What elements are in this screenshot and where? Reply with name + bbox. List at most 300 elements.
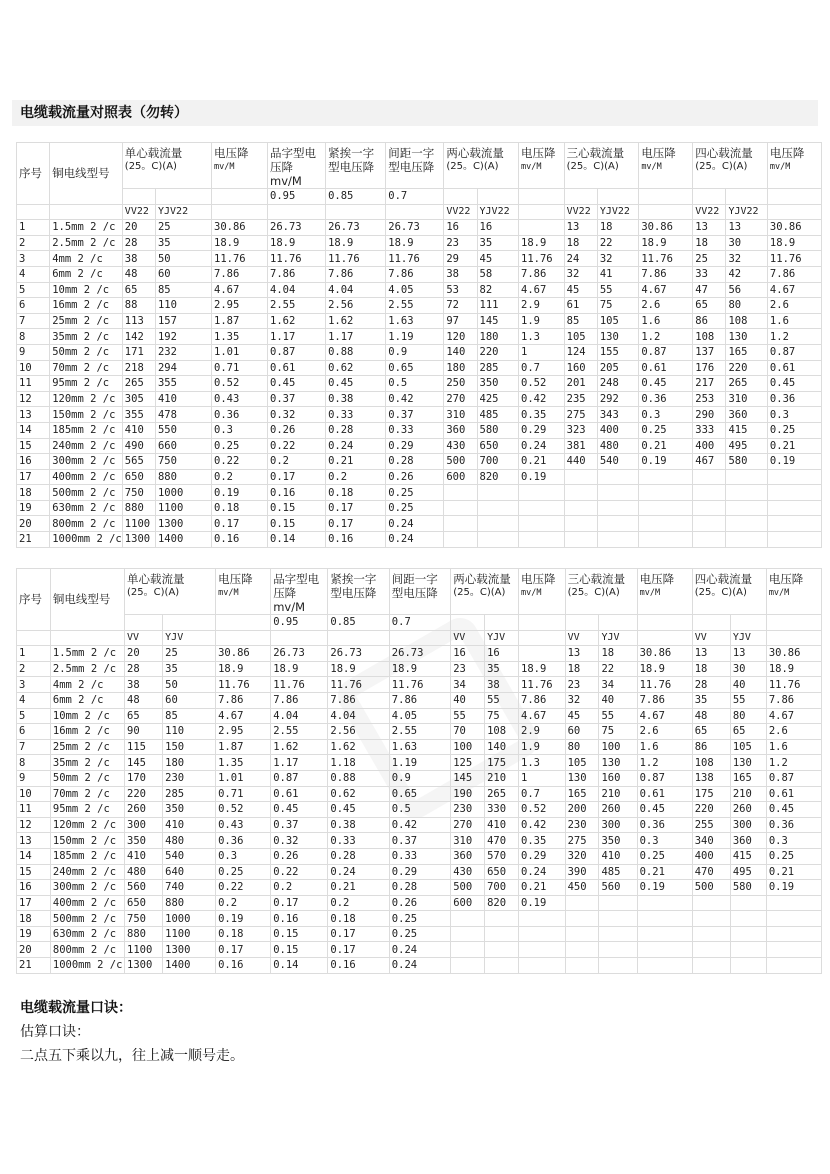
table-cell: 0.61 [268, 360, 326, 376]
table-cell: 0.2 [271, 880, 328, 896]
table-cell: 180 [163, 755, 216, 771]
table-cell: 0.16 [326, 532, 386, 548]
table-cell: 13 [17, 833, 51, 849]
table-cell: 565 [122, 454, 155, 470]
table-cell: 0.17 [328, 926, 389, 942]
hdr-pin: 品字型电压降mv/M [271, 569, 328, 615]
table-cell: 0.29 [389, 864, 450, 880]
table-row [17, 926, 822, 942]
table-cell: 55 [597, 282, 638, 298]
table-cell: 480 [163, 833, 216, 849]
table-cell: 35mm 2 /c [50, 755, 124, 771]
table-cell [444, 532, 477, 548]
table-cell: 1000 [163, 911, 216, 927]
table-cell [639, 532, 693, 548]
table-cell [726, 485, 767, 501]
table-cell: 97 [444, 313, 477, 329]
table-cell: 350 [477, 376, 518, 392]
table-cell: 0.87 [639, 344, 693, 360]
type-yjv: YJV [163, 630, 216, 646]
table-cell: 10mm 2 /c [50, 708, 124, 724]
table-cell: 7.86 [216, 692, 271, 708]
table-cell: 0.24 [386, 532, 444, 548]
table-cell: 1.87 [216, 739, 271, 755]
factor-tight: 0.85 [326, 189, 386, 205]
table-cell: 1.01 [212, 344, 268, 360]
hdr-drop [216, 569, 271, 615]
table-cell: 18 [599, 646, 637, 662]
table-cell: 0.25 [216, 864, 271, 880]
table-cell [519, 485, 565, 501]
table-cell: 0.19 [766, 880, 821, 896]
table-cell: 4.04 [328, 708, 389, 724]
table-cell: 230 [451, 802, 485, 818]
table-cell: 140 [444, 344, 477, 360]
table-cell: 22 [599, 661, 637, 677]
table-cell [519, 500, 565, 516]
table-cell: 210 [730, 786, 766, 802]
notes-line-1: 估算口诀： [20, 1024, 90, 1040]
table-cell [692, 958, 730, 974]
hdr-two-drop [519, 143, 565, 189]
table-cell: 0.28 [328, 848, 389, 864]
table-cell: 50 [163, 677, 216, 693]
table-cell [451, 911, 485, 927]
table-cell: 0.9 [389, 770, 450, 786]
table-cell: 0.5 [389, 802, 450, 818]
hdr-four-cond: (25。C)(A) [695, 161, 748, 172]
table-cell: 1 [519, 770, 566, 786]
table-cell: 260 [730, 802, 766, 818]
table-cell: 105 [730, 739, 766, 755]
table-cell: 100 [599, 739, 637, 755]
table-cell: 7.86 [328, 692, 389, 708]
table-cell: 8 [17, 755, 51, 771]
table-cell: 275 [564, 407, 597, 423]
table-cell [692, 911, 730, 927]
table-cell: 16mm 2 /c [50, 298, 123, 314]
table-cell [599, 895, 637, 911]
table-cell: 440 [564, 454, 597, 470]
hdr-four-drop [766, 569, 821, 615]
table-cell [564, 516, 597, 532]
table-cell: 495 [726, 438, 767, 454]
table-cell: 0.22 [212, 454, 268, 470]
table-cell: 310 [444, 407, 477, 423]
table-cell: 0.21 [766, 864, 821, 880]
table-cell: 290 [693, 407, 726, 423]
hdr-two [451, 569, 519, 615]
table-cell: 4.05 [389, 708, 450, 724]
table-cell: 410 [599, 848, 637, 864]
table-cell: 560 [125, 880, 163, 896]
table-cell: 0.33 [328, 833, 389, 849]
table-cell: 0.3 [637, 833, 692, 849]
table-row [17, 692, 822, 708]
table-cell: 34 [599, 677, 637, 693]
table-cell: 500 [692, 880, 730, 896]
table-cell: 1.5mm 2 /c [50, 646, 124, 662]
table-cell [565, 895, 599, 911]
table-cell: 300 [599, 817, 637, 833]
table-cell [599, 926, 637, 942]
factor-gap: 0.7 [389, 615, 450, 631]
table-cell: 48 [122, 266, 155, 282]
table-cell: 2.95 [216, 724, 271, 740]
table-cell: 540 [163, 848, 216, 864]
table-cell: 640 [163, 864, 216, 880]
table-cell: 15 [17, 438, 50, 454]
table-cell: 0.29 [386, 438, 444, 454]
table-cell: 400 [693, 438, 726, 454]
table-cell: 90 [125, 724, 163, 740]
table-cell: 2.6 [637, 724, 692, 740]
table-cell: 500 [451, 880, 485, 896]
table-cell: 33 [693, 266, 726, 282]
table-row [17, 438, 822, 454]
table-row [17, 485, 822, 501]
table-cell [597, 516, 638, 532]
table-cell: 30 [730, 661, 766, 677]
table-cell: 0.87 [271, 770, 328, 786]
table-cell: 0.24 [389, 958, 450, 974]
table-cell: 120mm 2 /c [50, 817, 124, 833]
table-cell: 1.62 [328, 739, 389, 755]
table-cell: 740 [163, 880, 216, 896]
table-cell [451, 958, 485, 974]
table-cell: 0.35 [519, 407, 565, 423]
table-cell: 21 [17, 532, 50, 548]
table-cell: 0.45 [639, 376, 693, 392]
table-cell: 0.52 [519, 802, 566, 818]
type-vv: VV22 [564, 204, 597, 220]
table-cell [730, 911, 766, 927]
table-cell: 0.19 [637, 880, 692, 896]
title-bar [12, 100, 818, 126]
table-cell: 35 [485, 661, 519, 677]
table-cell: 600 [451, 895, 485, 911]
table-cell [597, 532, 638, 548]
table-cell [599, 911, 637, 927]
table-cell: 650 [125, 895, 163, 911]
table-row [17, 770, 822, 786]
table-cell: 1.87 [212, 313, 268, 329]
table-cell: 7.86 [389, 692, 450, 708]
table-cell: 0.16 [271, 911, 328, 927]
table-cell: 0.24 [519, 438, 565, 454]
table-cell [766, 942, 821, 958]
table-cell: 240mm 2 /c [50, 864, 124, 880]
table-cell: 1100 [122, 516, 155, 532]
table-cell: 0.14 [268, 532, 326, 548]
table-cell [766, 958, 821, 974]
table-cell: 108 [692, 755, 730, 771]
table-body [17, 646, 822, 973]
table-cell: 360 [730, 833, 766, 849]
table-cell: 28 [692, 677, 730, 693]
table-cell: 2.55 [386, 298, 444, 314]
table-cell: 400mm 2 /c [50, 895, 124, 911]
table-cell: 56 [726, 282, 767, 298]
table-cell: 500 [444, 454, 477, 470]
table-cell: 55 [730, 692, 766, 708]
hdr-three-drop-unit: mv/M [639, 588, 661, 598]
table-cell: 490 [122, 438, 155, 454]
table-cell: 45 [565, 708, 599, 724]
table-cell: 650 [477, 438, 518, 454]
table-cell [519, 958, 566, 974]
table-cell: 88 [122, 298, 155, 314]
table-cell: 60 [565, 724, 599, 740]
type-yjv: YJV22 [726, 204, 767, 220]
table-cell: 48 [125, 692, 163, 708]
table-cell [477, 516, 518, 532]
table-cell: 18.9 [326, 235, 386, 251]
table-cell: 5 [17, 708, 51, 724]
table-cell: 1.63 [389, 739, 450, 755]
table-cell: 86 [693, 313, 726, 329]
table-cell: 4.67 [212, 282, 268, 298]
table-cell: 300mm 2 /c [50, 454, 123, 470]
table-cell [565, 926, 599, 942]
table-cell: 410 [125, 848, 163, 864]
table-cell: 1.3 [519, 329, 565, 345]
table-cell: 18 [692, 661, 730, 677]
table-cell: 0.28 [386, 454, 444, 470]
table-cell: 0.19 [519, 469, 565, 485]
table-cell [485, 911, 519, 927]
table-cell: 0.19 [216, 911, 271, 927]
table-cell: 1.2 [639, 329, 693, 345]
table-cell: 1400 [155, 532, 211, 548]
table-cell: 26.73 [268, 220, 326, 236]
table-cell: 210 [485, 770, 519, 786]
table-cell: 18.9 [271, 661, 328, 677]
table-cell: 500mm 2 /c [50, 485, 123, 501]
table-cell: 270 [451, 817, 485, 833]
table-cell: 18.9 [268, 235, 326, 251]
table-cell [767, 532, 821, 548]
table-cell: 1.62 [268, 313, 326, 329]
hdr-two-drop-unit: mv/M [521, 162, 542, 172]
table-cell: 3 [17, 251, 50, 267]
table-cell: 34 [451, 677, 485, 693]
table-cell: 180 [444, 360, 477, 376]
table-cell: 0.37 [268, 391, 326, 407]
table-cell: 23 [444, 235, 477, 251]
table-cell: 1100 [163, 926, 216, 942]
table-cell: 1.6 [767, 313, 821, 329]
hdr-drop [212, 143, 268, 189]
table-cell: 160 [564, 360, 597, 376]
table-cell: 75 [485, 708, 519, 724]
table-cell [766, 926, 821, 942]
table-cell: 2.5mm 2 /c [50, 661, 124, 677]
table-cell: 500mm 2 /c [50, 911, 124, 927]
hdr-four-label: 四心载流量 [695, 146, 753, 160]
table-cell: 560 [599, 880, 637, 896]
table-cell: 0.33 [386, 422, 444, 438]
table-cell: 26.73 [389, 646, 450, 662]
table-cell: 600 [444, 469, 477, 485]
table-cell: 105 [565, 755, 599, 771]
table-cell: 10 [17, 786, 51, 802]
table-cell: 18.9 [212, 235, 268, 251]
table-cell: 4.67 [639, 282, 693, 298]
table-cell: 0.26 [386, 469, 444, 485]
table-cell: 1 [17, 220, 50, 236]
table-cell [451, 926, 485, 942]
table-cell: 2.6 [639, 298, 693, 314]
table-cell: 540 [597, 454, 638, 470]
table-cell: 6 [17, 724, 51, 740]
table-cell [451, 942, 485, 958]
table-cell: 0.26 [389, 895, 450, 911]
table-cell [767, 516, 821, 532]
table-cell: 70 [451, 724, 485, 740]
table-cell: 0.88 [326, 344, 386, 360]
table-cell: 381 [564, 438, 597, 454]
type-vv: VV [125, 630, 163, 646]
table-cell: 75 [599, 724, 637, 740]
table-cell: 170 [125, 770, 163, 786]
table-cell: 13 [726, 220, 767, 236]
table-cell: 11.76 [386, 251, 444, 267]
hdr-four-drop [767, 143, 821, 189]
type-yjv: YJV [730, 630, 766, 646]
table-cell: 0.29 [519, 422, 565, 438]
table-cell: 160 [599, 770, 637, 786]
table-cell: 0.61 [271, 786, 328, 802]
factor-gap: 0.7 [386, 189, 444, 205]
table-cell [444, 516, 477, 532]
table-cell: 580 [730, 880, 766, 896]
table-cell [730, 958, 766, 974]
table-cell: 11.76 [389, 677, 450, 693]
hdr-four-drop-unit: mv/M [768, 588, 790, 598]
table-row [17, 500, 822, 516]
table-cell: 35 [163, 661, 216, 677]
table-cell: 25 [163, 646, 216, 662]
hdr-two-drop-label: 电压降 [521, 146, 556, 160]
table-cell: 200 [565, 802, 599, 818]
table-cell: 75 [597, 298, 638, 314]
table-cell: 40 [451, 692, 485, 708]
table-row [17, 266, 822, 282]
table-cell: 220 [125, 786, 163, 802]
table-cell: 7.86 [212, 266, 268, 282]
table-cell: 415 [730, 848, 766, 864]
table-cell: 355 [122, 407, 155, 423]
table-cell: 1.2 [766, 755, 821, 771]
table-cell: 350 [599, 833, 637, 849]
hdr-single-label: 单心载流量 [124, 146, 183, 160]
hdr-three-drop [639, 143, 693, 189]
table-cell: 2.6 [766, 724, 821, 740]
table-cell [726, 516, 767, 532]
table-cell: 0.61 [767, 360, 821, 376]
table-cell: 260 [599, 802, 637, 818]
table-cell: 1000 [155, 485, 211, 501]
table-cell: 218 [122, 360, 155, 376]
table-cell: 0.45 [766, 802, 821, 818]
type-yjv: YJV22 [155, 204, 211, 220]
table-cell: 1.17 [326, 329, 386, 345]
table-cell: 60 [155, 266, 211, 282]
table-cell: 20 [125, 646, 163, 662]
table-cell: 18.9 [386, 235, 444, 251]
table-cell: 0.16 [328, 958, 389, 974]
table-cell: 11.76 [268, 251, 326, 267]
table-cell: 30 [726, 235, 767, 251]
table-cell [477, 500, 518, 516]
table-cell: 18 [597, 220, 638, 236]
table-cell: 495 [730, 864, 766, 880]
table-cell: 20 [122, 220, 155, 236]
table-cell: 0.17 [328, 942, 389, 958]
table-cell: 16 [17, 454, 50, 470]
table-cell: 1.6 [766, 739, 821, 755]
hdr-two-drop [519, 569, 566, 615]
table-cell: 1.6 [637, 739, 692, 755]
table-cell: 265 [122, 376, 155, 392]
table-cell: 0.17 [326, 500, 386, 516]
table-cell: 650 [122, 469, 155, 485]
table-cell: 58 [477, 266, 518, 282]
table-cell: 0.15 [271, 926, 328, 942]
table-cell: 1.35 [212, 329, 268, 345]
table-cell: 130 [730, 755, 766, 771]
table-cell: 0.45 [271, 802, 328, 818]
table-cell: 0.87 [268, 344, 326, 360]
cable-table-armored [16, 142, 822, 548]
hdr-two [444, 143, 519, 189]
table-cell: 7.86 [766, 692, 821, 708]
table-cell: 430 [444, 438, 477, 454]
hdr-four-label: 四心载流量 [694, 572, 753, 586]
table-cell: 13 [692, 646, 730, 662]
table-cell: 65 [125, 708, 163, 724]
table-row [17, 220, 822, 236]
table-cell: 201 [564, 376, 597, 392]
table-cell: 0.36 [639, 391, 693, 407]
table-row [17, 848, 822, 864]
table-cell: 0.25 [386, 485, 444, 501]
table-cell: 32 [726, 251, 767, 267]
table-cell: 20 [17, 942, 51, 958]
table-cell: 155 [597, 344, 638, 360]
table-cell [639, 469, 693, 485]
table-cell: 11.76 [637, 677, 692, 693]
table-cell: 310 [451, 833, 485, 849]
table-cell: 0.19 [639, 454, 693, 470]
table-cell: 11.76 [767, 251, 821, 267]
table-cell: 2.55 [268, 298, 326, 314]
table-cell: 7.86 [767, 266, 821, 282]
type-vv: VV [565, 630, 599, 646]
hdr-model: 铜电线型号 [50, 569, 124, 631]
table-cell: 25 [693, 251, 726, 267]
table-cell [564, 469, 597, 485]
table-cell: 0.45 [328, 802, 389, 818]
table-cell: 80 [565, 739, 599, 755]
table-cell: 1300 [125, 958, 163, 974]
table-cell: 53 [444, 282, 477, 298]
table-row [17, 895, 822, 911]
table-cell: 292 [597, 391, 638, 407]
table-cell [444, 485, 477, 501]
table-cell: 0.45 [326, 376, 386, 392]
